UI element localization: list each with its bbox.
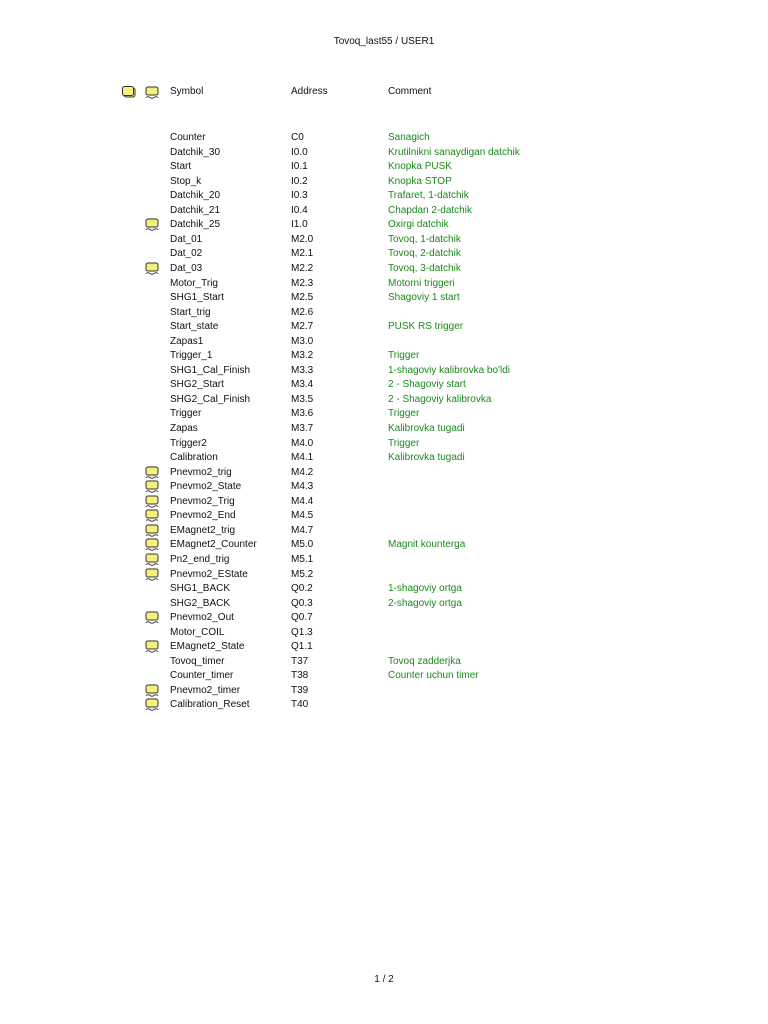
table-row (0, 466, 768, 480)
comment-cell: 2-shagoviy ortga (388, 597, 462, 609)
symbol-cell: Pnevmo2_End (170, 510, 236, 522)
symbol-comment-icon (145, 568, 159, 582)
symbol-comment-icon (145, 262, 159, 276)
table-row (0, 509, 768, 523)
symbol-comment-icon (145, 218, 159, 232)
symbol-cell: SHG2_Start (170, 379, 224, 391)
table-row (0, 655, 768, 669)
symbol-comment-icon (145, 524, 159, 538)
address-cell: M4.7 (291, 524, 314, 536)
table-row (0, 568, 768, 582)
address-cell: T37 (291, 655, 309, 667)
table-row (0, 422, 768, 436)
table-row (0, 277, 768, 291)
table-row (0, 393, 768, 407)
symbol-cell: Dat_01 (170, 233, 203, 245)
symbol-cell: SHG2_Cal_Finish (170, 393, 251, 405)
table-row (0, 233, 768, 247)
object-properties-icon (122, 86, 136, 100)
address-cell: I0.1 (291, 161, 308, 173)
symbol-cell: EMagnet2_trig (170, 524, 236, 536)
address-cell: I0.4 (291, 204, 308, 216)
address-cell: M4.2 (291, 466, 314, 478)
address-cell: C0 (291, 132, 304, 143)
symbol-cell: Pnevmo2_Out (170, 612, 234, 624)
table-row (0, 480, 768, 494)
comment-cell: 1-shagoviy kalibrovka bo'ldi (388, 364, 510, 376)
symbol-cell: Stop_k (170, 175, 202, 187)
symbol-cell: Pnevmo2_State (170, 481, 242, 493)
symbol-comment-icon (145, 684, 159, 698)
comment-cell: 2 - Shagoviy kalibrovka (388, 393, 492, 405)
comment-cell: 2 - Shagoviy start (388, 379, 466, 391)
comment-cell: Tovoq zadderjka (388, 655, 461, 667)
comment-cell: Krutilnikni sanaydigan datchik (388, 146, 520, 158)
table-row (0, 320, 768, 334)
symbol-comment-icon (145, 480, 159, 494)
table-row (0, 306, 768, 320)
table-row (0, 451, 768, 465)
document-title: Tovoq_last55 / USER1 (333, 36, 435, 47)
table-row (0, 204, 768, 218)
table-row (0, 640, 768, 654)
table-row (0, 175, 768, 189)
symbol-cell: Tovoq_timer (170, 655, 225, 667)
address-cell: T38 (291, 670, 309, 682)
address-cell: M2.0 (291, 233, 314, 245)
comment-cell: Counter uchun timer (388, 670, 479, 682)
table-row (0, 437, 768, 451)
symbol-comment-icon (145, 553, 159, 567)
symbol-comment-icon (145, 495, 159, 509)
table-row (0, 684, 768, 698)
comment-cell: Chapdan 2-datchik (388, 204, 472, 216)
address-cell: M3.7 (291, 423, 314, 434)
address-cell: M4.1 (291, 452, 314, 464)
comment-cell: PUSK RS trigger (388, 321, 464, 333)
table-row (0, 626, 768, 640)
symbol-cell: Pn2_end_trig (170, 553, 230, 565)
table-row (0, 538, 768, 552)
symbol-comment-icon (145, 611, 159, 625)
address-cell: I0.0 (291, 146, 308, 158)
symbol-cell: Start_state (170, 321, 219, 333)
symbol-cell: Counter_timer (170, 670, 234, 682)
address-cell: M2.7 (291, 321, 314, 333)
address-cell: Q0.3 (291, 597, 313, 609)
comment-cell: Trigger (388, 408, 420, 420)
symbol-cell: Trigger (170, 408, 202, 420)
comment-cell: Knopka STOP (388, 175, 452, 187)
table-row (0, 131, 768, 145)
address-cell: M2.6 (291, 306, 314, 318)
comment-cell: Oxirgi datchik (388, 219, 449, 231)
symbol-cell: Motor_Trig (170, 277, 218, 289)
symbol-comment-icon (145, 466, 159, 480)
table-row (0, 364, 768, 378)
symbol-cell: SHG1_Start (170, 292, 224, 304)
address-cell: M4.5 (291, 510, 314, 522)
symbol-column-header: Symbol (170, 86, 204, 97)
address-cell: Q0.2 (291, 583, 313, 595)
symbol-cell: Start (170, 161, 192, 173)
symbol-cell: Calibration (170, 452, 218, 464)
address-cell: M4.4 (291, 495, 314, 507)
address-cell: M3.0 (291, 335, 314, 347)
symbol-comment-icon (145, 86, 159, 100)
address-cell: Q1.3 (291, 626, 313, 638)
comment-column-header: Comment (388, 86, 432, 97)
address-cell: M4.0 (291, 437, 314, 449)
page-number: 1 / 2 (374, 974, 394, 985)
table-row (0, 495, 768, 509)
table-row (0, 698, 768, 712)
table-row (0, 669, 768, 683)
table-row (0, 407, 768, 421)
symbol-cell: EMagnet2_Counter (170, 539, 257, 551)
table-row (0, 553, 768, 567)
address-cell: T39 (291, 684, 309, 696)
comment-cell: Shagoviy 1 start (388, 292, 460, 304)
table-row (0, 291, 768, 305)
symbol-comment-icon (145, 509, 159, 523)
symbol-cell: Motor_COIL (170, 626, 225, 638)
table-row (0, 335, 768, 349)
symbol-cell: Calibration_Reset (170, 699, 250, 711)
address-cell: M2.3 (291, 277, 314, 289)
symbol-cell: Pnevmo2_Trig (170, 495, 235, 507)
symbol-cell: Zapas (170, 423, 198, 434)
symbol-cell: SHG2_BACK (170, 597, 231, 609)
symbol-cell: Dat_03 (170, 262, 203, 274)
comment-cell: Tovoq, 2-datchik (388, 248, 461, 260)
address-column-header: Address (291, 86, 328, 97)
symbol-comment-icon (145, 640, 159, 654)
address-cell: M3.6 (291, 408, 314, 420)
address-cell: M5.2 (291, 568, 314, 580)
symbol-cell: Datchik_25 (170, 219, 221, 231)
symbol-comment-icon (145, 538, 159, 552)
table-row (0, 218, 768, 232)
comment-cell: Tovoq, 3-datchik (388, 262, 461, 274)
comment-cell: Knopka PUSK (388, 161, 452, 173)
address-cell: M2.1 (291, 248, 314, 260)
address-cell: M2.5 (291, 292, 314, 304)
comment-cell: 1-shagoviy ortga (388, 583, 462, 595)
address-cell: M5.1 (291, 553, 314, 565)
symbol-cell: Pnevmo2_timer (170, 684, 241, 696)
symbol-cell: Zapas1 (170, 335, 204, 347)
table-row (0, 189, 768, 203)
comment-cell: Magnit kounterga (388, 539, 466, 551)
table-row (0, 146, 768, 160)
symbol-cell: Pnevmo2_trig (170, 466, 232, 478)
table-row (0, 349, 768, 363)
address-cell: Q1.1 (291, 641, 313, 653)
comment-cell: Trigger (388, 437, 420, 449)
address-cell: I0.3 (291, 190, 308, 202)
address-cell: I0.2 (291, 175, 308, 187)
address-cell: M3.3 (291, 364, 314, 376)
comment-cell: Sanagich (388, 132, 430, 143)
symbol-cell: SHG1_Cal_Finish (170, 364, 251, 376)
address-cell: M5.0 (291, 539, 314, 551)
address-cell: M3.4 (291, 379, 314, 391)
table-row (0, 611, 768, 625)
symbol-cell: Start_trig (170, 306, 211, 318)
table-row (0, 582, 768, 596)
table-row (0, 378, 768, 392)
table-row (0, 160, 768, 174)
table-row (0, 524, 768, 538)
symbol-cell: Datchik_30 (170, 146, 221, 158)
symbol-cell: Datchik_21 (170, 204, 221, 216)
table-row (0, 247, 768, 261)
address-cell: M3.5 (291, 393, 314, 405)
address-cell: Q0.7 (291, 612, 313, 624)
symbol-cell: EMagnet2_State (170, 641, 245, 653)
symbol-cell: Pnevmo2_EState (170, 568, 248, 580)
table-row (0, 597, 768, 611)
address-cell: M3.2 (291, 350, 314, 362)
symbol-cell: Trigger_1 (170, 350, 213, 362)
symbol-cell: Dat_02 (170, 248, 203, 260)
comment-cell: Trafaret, 1-datchik (388, 190, 469, 202)
symbol-cell: Trigger2 (170, 437, 207, 449)
symbol-cell: Counter (170, 132, 206, 143)
comment-cell: Tovoq, 1-datchik (388, 233, 461, 245)
address-cell: I1.0 (291, 219, 308, 231)
address-cell: M2.2 (291, 262, 314, 274)
comment-cell: Trigger (388, 350, 420, 362)
comment-cell: Kalibrovka tugadi (388, 423, 465, 434)
symbol-cell: SHG1_BACK (170, 583, 231, 595)
symbol-comment-icon (145, 698, 159, 712)
symbol-cell: Datchik_20 (170, 190, 221, 202)
comment-cell: Kalibrovka tugadi (388, 452, 465, 464)
table-row (0, 262, 768, 276)
address-cell: M4.3 (291, 481, 314, 493)
comment-cell: Motorni triggeri (388, 277, 455, 289)
address-cell: T40 (291, 699, 309, 711)
